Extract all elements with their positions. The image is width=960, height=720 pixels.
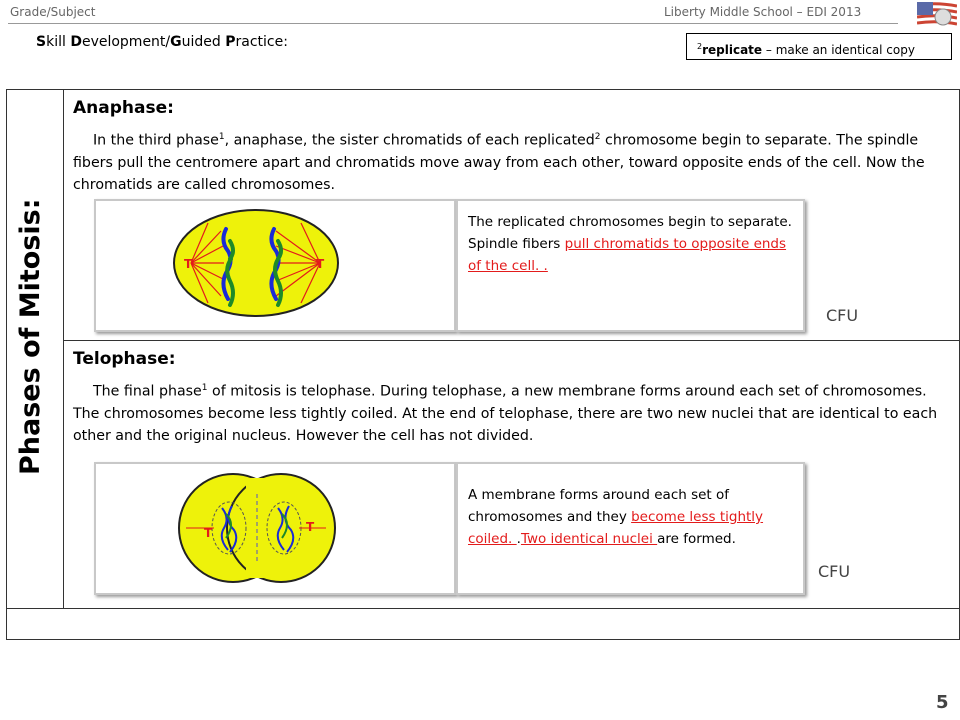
telophase-cfu-label: CFU: [818, 562, 851, 581]
anaphase-body: In the third phase$^1$, anaphase, the sister chromatids of each replicated$^2$ chromosome begin to separate. The spindle fibers pull the centromere apart and chromatids move away from each other, toward opposite ends of the cell. Now the chromatids are called chromosomes.: [73, 132, 925, 193]
side-title: Phases of Mitosis:: [15, 198, 46, 475]
header-divider: [8, 23, 898, 24]
anaphase-cfu-label: CFU: [826, 306, 859, 325]
telophase-cell-diagram: [96, 464, 454, 593]
svg-text:T: T: [184, 257, 193, 271]
flag-logo-icon: [917, 2, 957, 28]
header-school: Liberty Middle School – EDI 2013: [664, 5, 862, 19]
table-row-divider: [63, 340, 960, 341]
svg-text:T: T: [316, 257, 325, 271]
table-column-divider: [63, 89, 64, 609]
telophase-caption: A membrane forms around each set of chromosomes and they become less tightly coiled. .Two identical nuclei are formed.: [456, 462, 805, 595]
anaphase-title: Anaphase:: [73, 98, 174, 118]
telophase-body: The final phase$^1$ of mitosis is telophase. During telophase, a new membrane forms around each set of chromosomes. The chromosomes become less tightly coiled. At the end of telophase, there are two new nuclei that are identical to each other and the original nucleus. However the cell has not divided.: [73, 383, 938, 444]
vocab-definition-box: $^2$replicate – make an identical copy: [686, 33, 952, 60]
header-grade-subject: Grade/Subject: [10, 5, 96, 19]
page-number: 5: [936, 692, 949, 713]
telophase-title: Telophase:: [73, 349, 176, 369]
anaphase-image: [94, 199, 456, 332]
svg-text:T: T: [306, 520, 315, 534]
svg-text:T: T: [204, 526, 213, 540]
anaphase-caption: The replicated chromosomes begin to separate. Spindle fibers pull chromatids to opposite ends of the cell. .: [456, 199, 805, 332]
anaphase-cell-diagram: [96, 201, 454, 330]
section-title: Skill Development/Guided Practice:: [36, 34, 288, 50]
table-row-divider: [6, 608, 960, 609]
telophase-image: [94, 462, 456, 595]
